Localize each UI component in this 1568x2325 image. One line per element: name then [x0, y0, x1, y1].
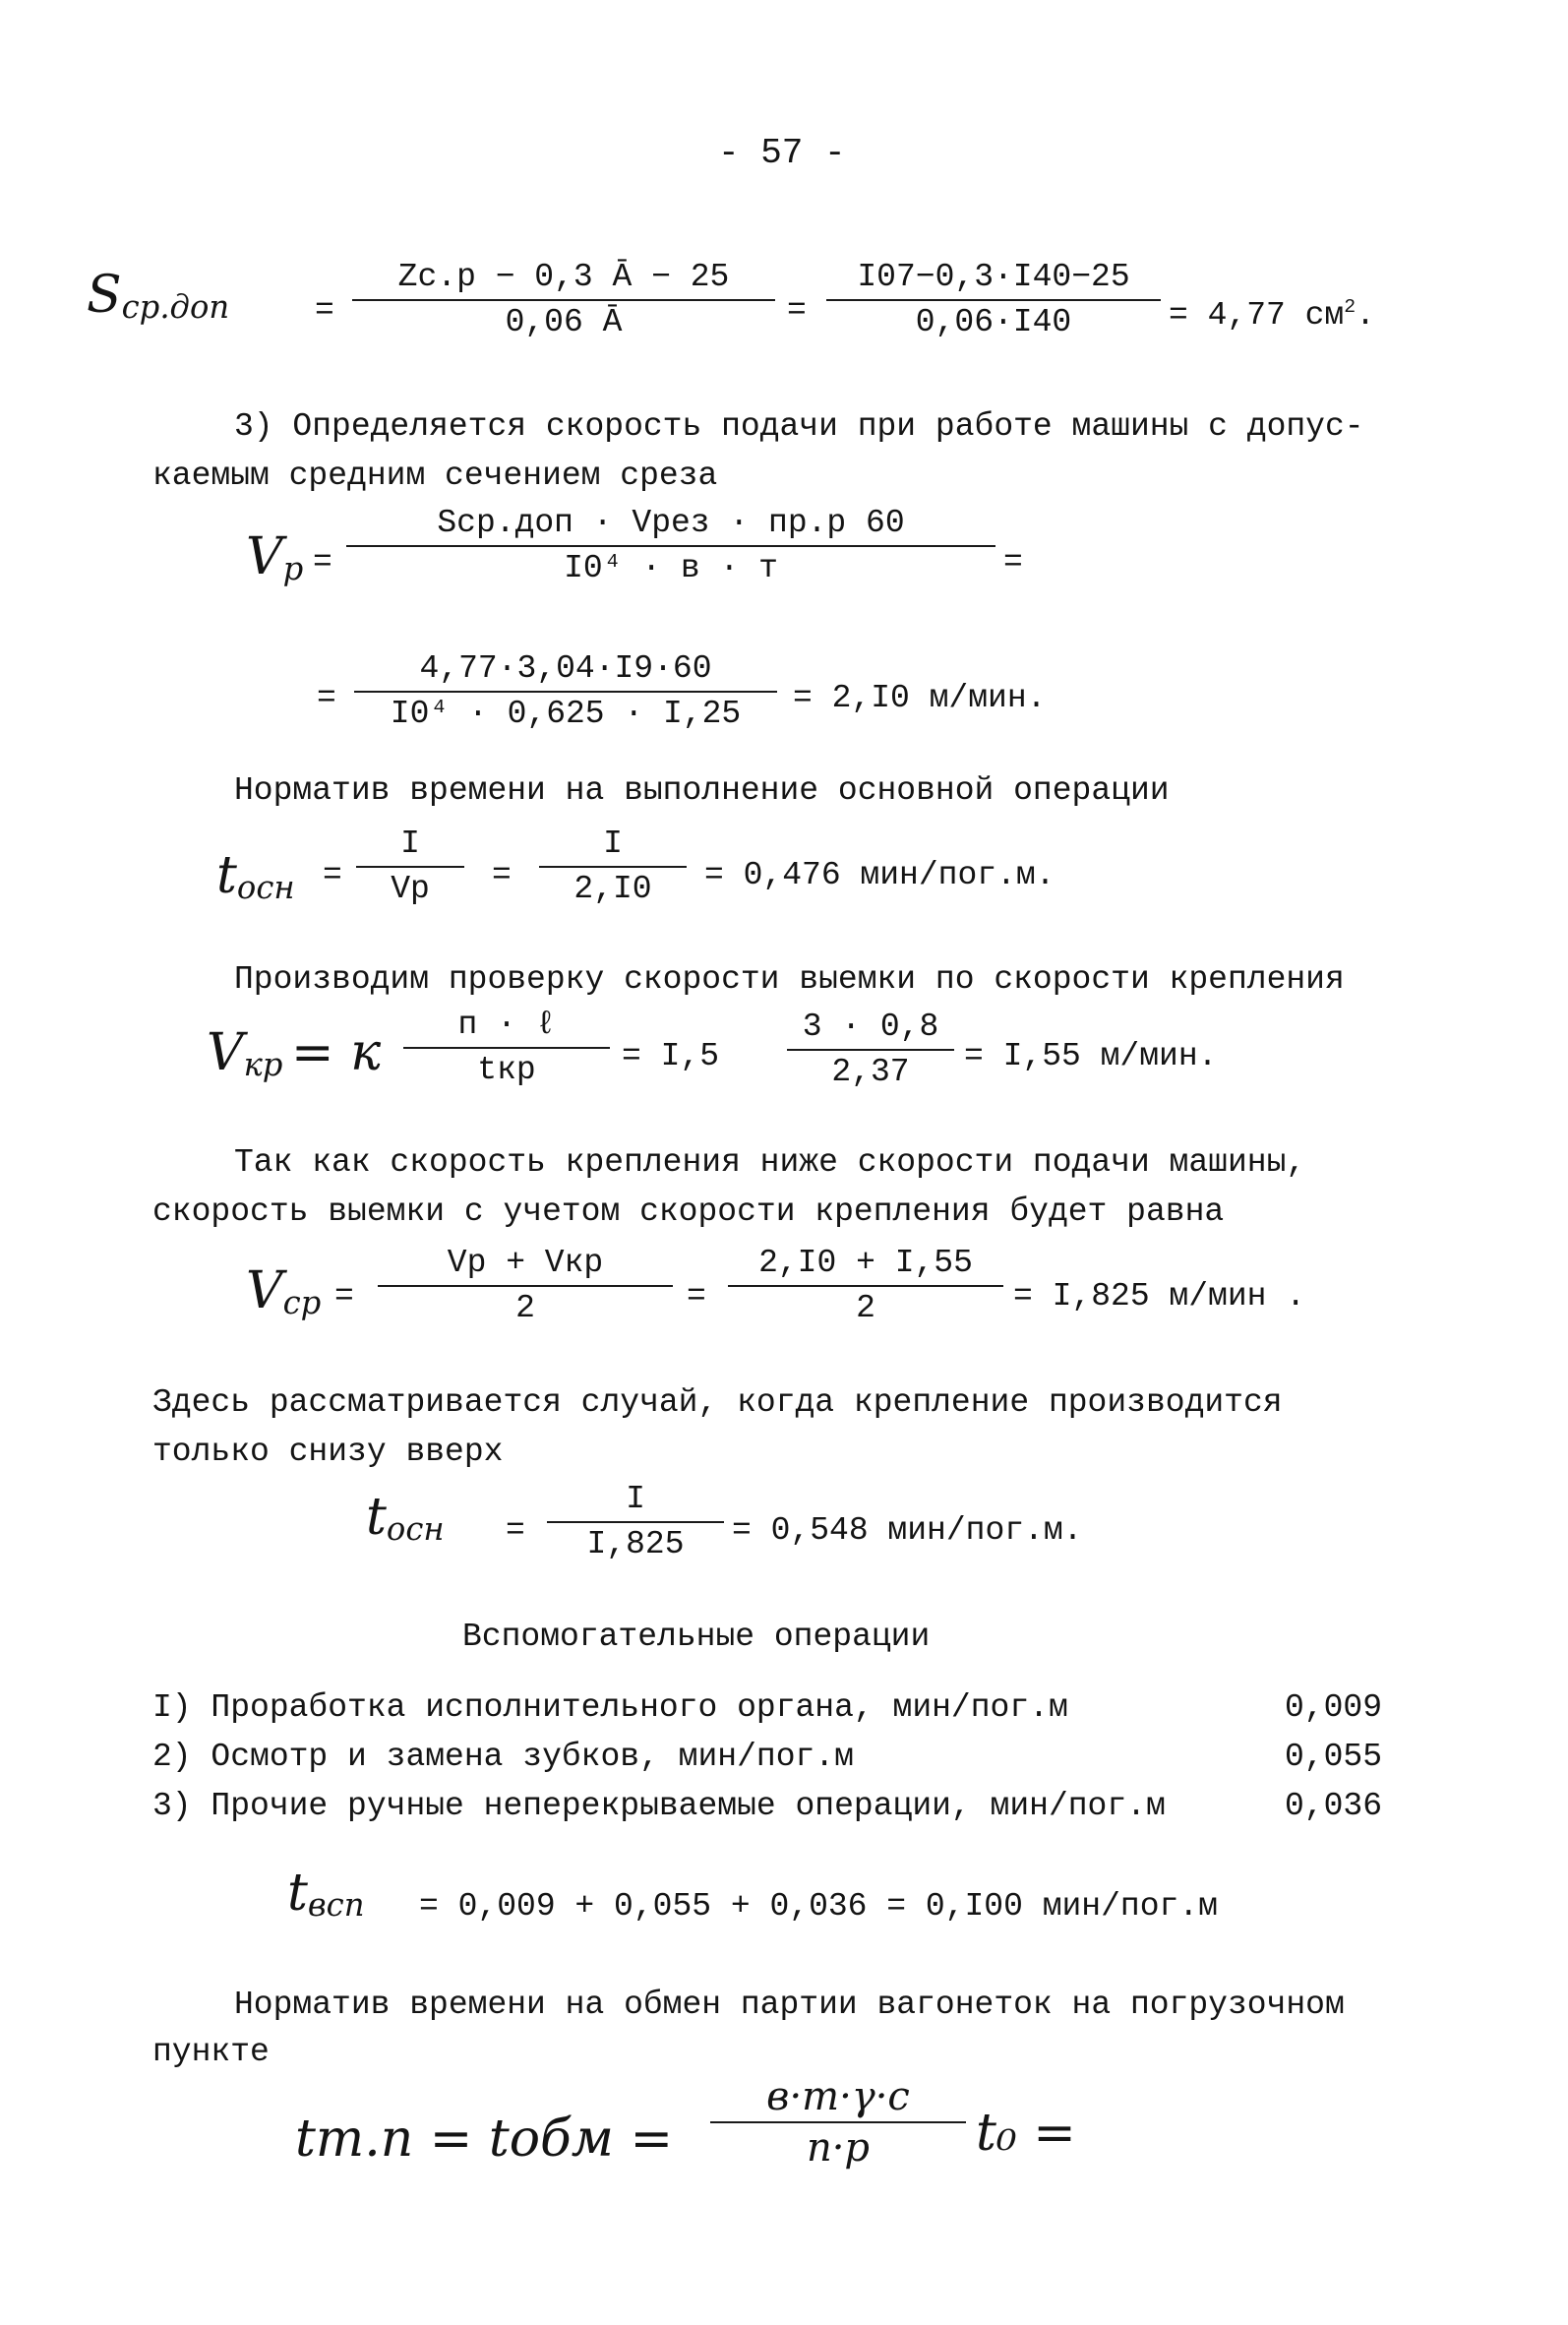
paragraph-5-line-2: только снизу вверх — [152, 1434, 504, 1470]
eq-sdop-frac2: I07−0,3·I40−25 0,06·I40 — [826, 258, 1161, 342]
eq-vkr-result: = I,55 м/мин. — [964, 1038, 1218, 1074]
list-item-value: 0,036 — [1285, 1788, 1383, 1824]
paragraph-1-line-2: каемым средним сечением среза — [152, 458, 718, 494]
eq-sdop-frac1: Zс.р − 0,3 Ā − 25 0,06 Ā — [352, 258, 775, 342]
paragraph-6-line-2: пункте — [152, 2034, 270, 2070]
eq-vkr-coef: = I,5 — [622, 1038, 720, 1074]
section-heading: Вспомогательные операции — [462, 1619, 931, 1655]
equals-sign: = — [315, 292, 334, 329]
eq-tosn1-frac2: I 2,I0 — [539, 825, 687, 909]
equals-sign: = — [506, 1512, 525, 1549]
list-item-value: 0,055 — [1285, 1739, 1383, 1775]
list-item-label: 2) Осмотр и замена зубков, мин/пог.м — [152, 1739, 854, 1775]
eq-tvsp-rhs: = 0,009 + 0,055 + 0,036 = 0,I00 мин/пог.м — [419, 1888, 1218, 1925]
eq-tvsp-lhs: tвсп — [287, 1864, 365, 1924]
list-item-label: I) Проработка исполнительного органа, мин/пог.м — [152, 1689, 1068, 1726]
equals-sign: = — [323, 857, 342, 893]
paragraph-3: Производим проверку скорости выемки по скорости крепления — [234, 961, 1345, 998]
equals-sign: = — [687, 1278, 706, 1315]
equals-sign: = — [317, 680, 336, 716]
eq-vkr-k: = к — [291, 1023, 382, 1082]
eq-vcp-lhs: Vср — [246, 1261, 322, 1321]
eq-vcp-frac1: Vр + Vкр 2 — [378, 1244, 673, 1328]
paragraph-6-line-1: Норматив времени на обмен партии вагонеток на погрузочном — [234, 1987, 1345, 2023]
eq-vp-result: = 2,I0 м/мин. — [793, 680, 1047, 716]
list-item-label: 3) Прочие ручные неперекрываемые операции, мин/пог.м — [152, 1788, 1166, 1824]
eq-tosn2-lhs: tосн — [366, 1488, 445, 1548]
eq-tmn-lhs: tт.п = tобм = — [295, 2110, 674, 2169]
eq-vcp-result: = I,825 м/мин . — [1013, 1278, 1306, 1315]
paragraph-1-line-1: 3) Определяется скорость подачи при работе машины с допус- — [234, 408, 1364, 445]
eq-sdop-lhs: Sср.доп — [87, 266, 230, 326]
eq-vp-frac1: Sср.доп · Vрез · пр.р 60 I0⁴ · в · т — [346, 504, 995, 588]
paragraph-5-line-1: Здесь рассматривается случай, когда крепление производится — [152, 1384, 1283, 1421]
eq-vp-lhs: Vр — [246, 527, 304, 587]
eq-tosn2-frac: I I,825 — [547, 1480, 724, 1564]
eq-vkr-lhs: Vкр — [207, 1023, 283, 1083]
eq-tmn-frac: в·т·γ·с п·р — [710, 2074, 966, 2171]
equals-sign: = — [1003, 544, 1023, 581]
list-item-value: 0,009 — [1285, 1689, 1383, 1726]
paragraph-2: Норматив времени на выполнение основной операции — [234, 772, 1170, 809]
eq-tosn1-frac1: I Vр — [356, 825, 464, 909]
eq-vcp-frac2: 2,I0 + I,55 2 — [728, 1244, 1003, 1328]
paragraph-4-line-2: скорость выемки с учетом скорости крепления будет равна — [152, 1193, 1225, 1230]
eq-sdop-result: = 4,77 $см^2$. — [1169, 296, 1375, 334]
equals-sign: = — [334, 1278, 354, 1315]
eq-tmn-tail: t₀ = — [976, 2104, 1076, 2163]
eq-tosn1-lhs: tосн — [216, 846, 295, 906]
eq-vkr-frac2: 3 · 0,8 2,37 — [787, 1008, 954, 1092]
paragraph-4-line-1: Так как скорость крепления ниже скорости подачи машины, — [234, 1144, 1306, 1181]
eq-tosn2-result: = 0,548 мин/пог.м. — [732, 1512, 1083, 1549]
page-number: - 57 - — [718, 133, 846, 173]
eq-vkr-frac1: п · ℓ tкр — [403, 1006, 610, 1090]
equals-sign: = — [492, 857, 512, 893]
eq-tosn1-result: = 0,476 мин/пог.м. — [704, 857, 1055, 893]
equals-sign: = — [787, 292, 807, 329]
eq-vp-frac2: 4,77·3,04·I9·60 I0⁴ · 0,625 · I,25 — [354, 649, 777, 734]
equals-sign: = — [313, 544, 332, 581]
